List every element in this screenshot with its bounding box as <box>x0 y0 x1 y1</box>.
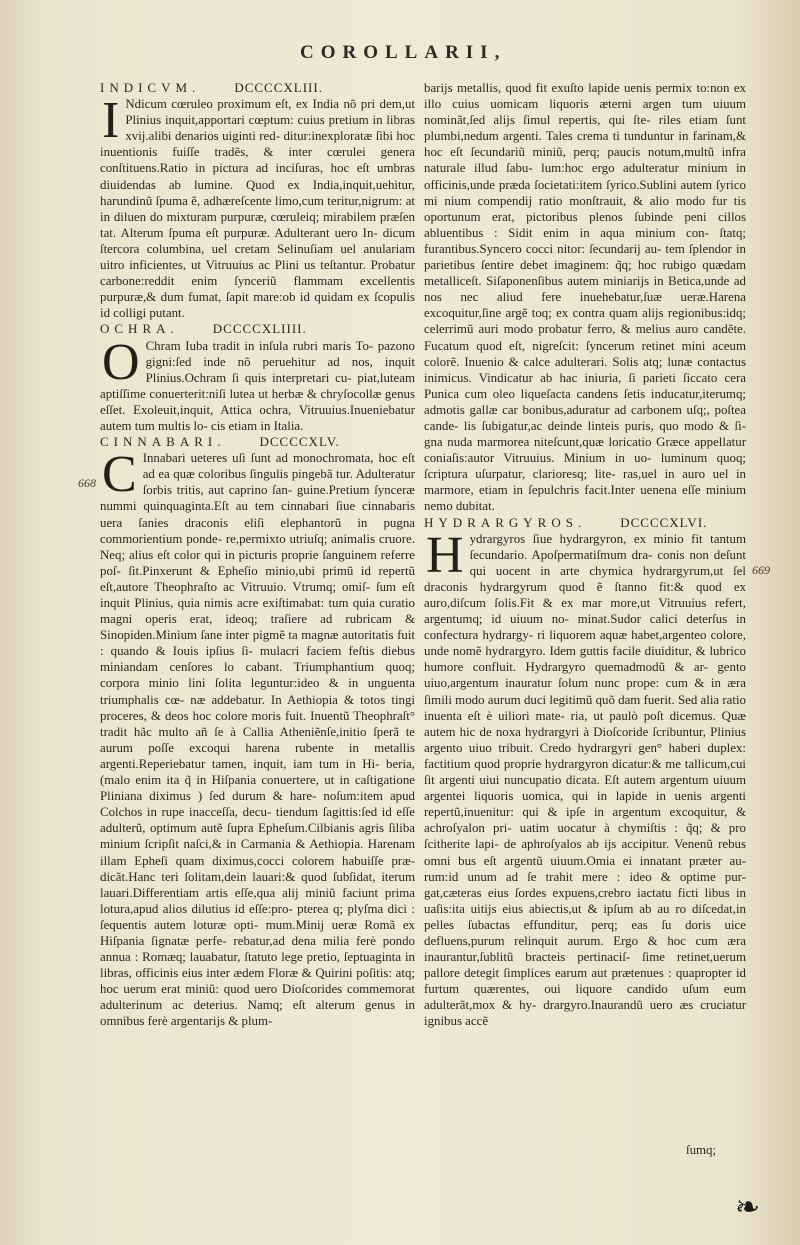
heading-title: INDICVM. <box>100 80 201 95</box>
section-heading <box>424 515 746 531</box>
section-heading <box>100 321 415 337</box>
paragraph-text: barijs metallis, quod fit exuſto lapide uenis permix to:non ex illo cuius uomicam liquoris æterni argen tum uiuum nominãt,ſed alijs ſimul repertis, qui ſte- riles etiam ſunt plumbi,nedum argenti. Tales crema ti tunduntur in farinam,& hoc eſt ſecundariũ miniũ, perq; paucis notum,multũ infra naturale illud ſabu- lum:hoc ergo adulteratur minium in officinis,unde præda ſocietati:item ſyrico.Sublini autem ſyrico mi nium compendij ratio monſtrauit, & alio modo fur tis oportunum erat, pictoribus plenos ſubinde peni cillos abluentibus : Sidit enim in aqua minium con- ſtatq; furantibus.Syncero cocci nitor: ſecundarij au- tem ſplendor in parietibus ſentire debet imaginem: q̃q; hoc rubigo quædam metalliceſt. Siſaponenſibus autem miniarijs in Betica,unde ad nos nec aliud fere inuehebatur,ſuæ ueræ.Harena excoquitur,ſine argẽ toq; ex contra quam alijs regionibus:idq; celerrimũ auri modo probatur ferro, & melius auro candẽte. Fucatum quod eſt, nigreſcit: ſyncerum retinet mini aceum colorẽ. Inuenio & calce adulterari. Solis atq; lunæ contactus inimicus. Vindicatur ab hac iniuria, ſi parieti ſiccato cera Punica cum oleo liqueſacta candens ſetis inducatur,iterumq; admotis gallæ car bonibus,aduratur ad carbonem uſq;, poſtea cande- lis ſubigatur,ac deinde linteis puris, quo modo & ſi- gna nuda marmorea niteſcunt,quæ loricatio Græce appellatur coniaſis:autor Vitruuius. Minium in uo- luminum quoq; ſcriptura uſurpatur, clarioresq; lite- ras,uel in auro uel in marmore, etiam in ſepulchris facit.Inter uenena eſſe minium nemo dubitat. <box>424 81 746 514</box>
body-paragraph <box>424 526 746 1030</box>
paragraph-text: Innabari ueteres uſi ſunt ad monochromata, hoc eſt ad ea quæ coloribus ſingulis pingebã tur. Adulteratur ſorbis tritis, aut caprino ſan- guine.Pretium ſynceræ nummi quinquaginta.Eſt au tem cinnabari ſiue cinnabaris uera ſanies draconis eliſi elephantorũ in pugna commorientium ponde- re,permixto utriuſq; animalis cruore. Neq; alius eſt color qui in picturis proprie ſanguinem referre poſ- ſit.Pinxerunt & Epheſio minio,ubi primũ id repertũ eſt,autore Theophraſto ac Vitruuio. Vtrumq; omiſ- ſum eſt inquit Plinius, quia nimis acre exiſtimabat: tum quia curatio magni operis erat, ideoq; traſiere ad rubricam & Sinopiden.Minium ſane inter pigmẽ ta magnæ autoritatis fuit : quando & Iouis ipſius ſi- mulacri faciem feſtis diebus miniandam cenſores lo cabant. Triumphantium quoq; corpora minio lini ſolita leguntur:ideo & in unguenta triumphalis cœ- næ addebatur. In Aethiopia & totos tingi proceres, & deos hoc colore moris fuit. Inuentũ Theophraſt° tradit hãc multo añ ſe à Callia Atheniẽnſe,initio ſperã te aurum poſſe excoqui harena rubente in metallis argenti.Reperiebatur tamen, inquit, iam tum in Hi- beria,(malo enim ita q̃ in Hiſpania conuertere, ut in caſtigatione Pliniana diximus ) ſed durum & hare- noſum:item apud Colchos in rupe inacceſſa, decu- tiendum ſagittis:ſed id eſſe adulterũ, optimum autẽ ſupra Epheſum.Cilbianis agris ſiliba minium ſcripſit naſci,& in Carmania & Aethiopia. Harenam illam Epheſi quam diximus,cocci colorem habuiſſe præ- dicãt.Hanc teri ſolitam,dein lauari:& quod ſubſidat, iterum lauari.Differentiam artis eſſe,qua alij miniũ faciunt prima lotura,apud alios dilutius id eſſe:pro- pterea q; plyſma dici : ſequentis autem loturæ opti- mum.Minij ueræ Romã ex Hiſpania ſignatæ perfe- rebatur,ad dena milia ferè pondo annua : Romæq; lauabatur, ſtatuto lege pretio, ſeptuaginta in libras, officinis eius inter ædem Floræ & Quirini poſitis: atq; hoc uerum erat miniũ: quod uero Dioſcorides commemorat adulterinum ac deterius. Namq; eſt alterum genus in omnibus ferè argentarijs & plum- <box>100 451 415 1029</box>
catchword: ſumq; <box>686 1143 717 1157</box>
heading-title: HYDRARGYROS. <box>424 514 587 530</box>
right-column <box>424 80 746 1240</box>
heading-title: OCHRA. <box>100 321 179 337</box>
heading-number: DCCCCXLV. <box>259 434 340 450</box>
heading-number: DCCCCXLIII. <box>234 80 323 95</box>
body-paragraph <box>100 446 415 1029</box>
drop-initial: H <box>426 526 464 584</box>
section-heading <box>100 80 415 96</box>
paragraph-text: ydrargyros ſiue hydrargyron, ex minio fit tantum ſecundario. Apoſpermatiſmum dra- conis non deſunt qui uocent in arte chymica hydrargyrum,ut ſel draconis hydrargyrum quod ẽ ſtanno fit:& quod ex auro,diſcum ſolis.Fit & ex mar more,ut Vitruuius refert, argentumq; id uiuum no- minat.Sudor calici deterſus in confectura hydrargy- ri liquorem aquæ habet,argenteo colore, unde nomẽ hydrargyro. Idem guttis facile diuiditur, & lubrico humore confluit. Hydrargyro quemadmodũ & ar- gento uiuo,argentum inauratur ſolum nunc prope: cum & in æra ſimili modo aurum duci legitimũ quõ dam fuerit. Sed alia ratio inuenta eſt è uiliori mate- ria, ut paulò poſt dicemus. Quæ autem hic de noxa hydrargyri à Dioſcoride ſcribuntur, Plinius argento uiuo tribuit. Credo hydrargyri gen° haberi duplex: factitium quod proprie hydrargyron dicatur:& me tallicum,cui ſit argenti uiui nuncupatio dicata. Eſt autem argentum uiuum argentei liquoris uomica, qui in lapide in uenis argenti repertũ,inuenitur: qui & ipſe in argentum excoquitur, & achroſyalon pri- uatim uocatur à chymiſtis : q̃q; & pro ſcitherite lapi- de aphroſyalos ab ijs accipitur. Venenũ rebus omni bus eſt argentũ uiuum.Omia ei innatant præter au- rum:id unum ad ſe trahit mere : ideo & optime pur- gat,cæteras eius ſordes expuens,crebro iactatu ficti libus in uaſis:ita uitijs eius abiectis,ut & ipſum ab au ro diſcedat,in pelles ſubactas effunditur, perq; eas ſu doris uice defluens,purum relinquit aurum. Ergo & hoc cum æra inaurantur,ſublitũ bracteis pertinaciſ- ſime retinet,uerum pallore detegit ſimplices earum aut prætenues : quapropter id furtum quærentes, oui liquore candido uſum eum adulterãt,mox & hy- drargyro.Inaurandũ uero æs cruciatur ignibus accẽ <box>424 531 746 1029</box>
section-heading <box>100 434 415 450</box>
heading-number: DCCCCXLIIII. <box>212 321 307 337</box>
drop-initial: I <box>102 92 120 150</box>
heading-number: DCCCCXLVI. <box>620 514 708 530</box>
printers-flourish: ❧ <box>735 1191 761 1224</box>
paragraph-text: Chram Iuba tradit in inſula rubri maris To- pazono gigni:ſed inde nõ peruehitur ad nos, inquit Plinius.Ochram ſi quis interpretari cu- piat,luteam aptiſſime conuerterit:niſi lutea ut herbæ & chryſocollæ genus eſſet. Exoleuit,inquit, Attica ochra, Vitruuius.Inueniebatur autem tum multis lo- cis etiam in Italia. <box>100 338 415 433</box>
left-column <box>100 80 415 1150</box>
drop-initial: C <box>102 446 137 504</box>
running-head: COROLLARII, <box>300 42 507 63</box>
drop-initial: O <box>102 333 140 391</box>
heading-title: CINNABARI. <box>100 434 226 450</box>
body-paragraph <box>100 333 415 435</box>
margin-note-left: 668 <box>78 476 96 490</box>
body-paragraph <box>100 92 415 321</box>
margin-note-right: 669 <box>752 563 770 577</box>
paragraph-text: Ndicum cœruleo proximum eſt, ex India nõ pri dem,ut Plinius inquit,apportari cœptum: cuius pretium in libras xvij.alibi denarios uiginti red- ditur:inexploratæ ſibi hoc inuentionis fuiſſe tradẽs, & inter cœrulei genera conſtituens.Ratio in pictura ad inciſuras, hoc eſt umbras diuidendas ab lumine. Quod ex India,inquit,uehitur, harundinũ ſpuma ẽ, adhæreſcente limo,cum teritur,nigrum: at in diluen do mixturam purpuræ, cœruleiq; mirabilem præſen tat. Alterum ſpuma eſt purpuræ. Adulterant uero In- dicum ſtercora columbina, uel cretam Selinuſiam uel anulariam uitro inficientes, ut Vitruuius ac Plini us teſtantur. Probatur carbone:reddit enim ſynceriũ flammam excellentis purpuræ,& dum fumat, ſapit mare:ob id quidam ex ſcopulis id colligi putant. <box>100 97 415 321</box>
body-paragraph <box>424 80 746 515</box>
